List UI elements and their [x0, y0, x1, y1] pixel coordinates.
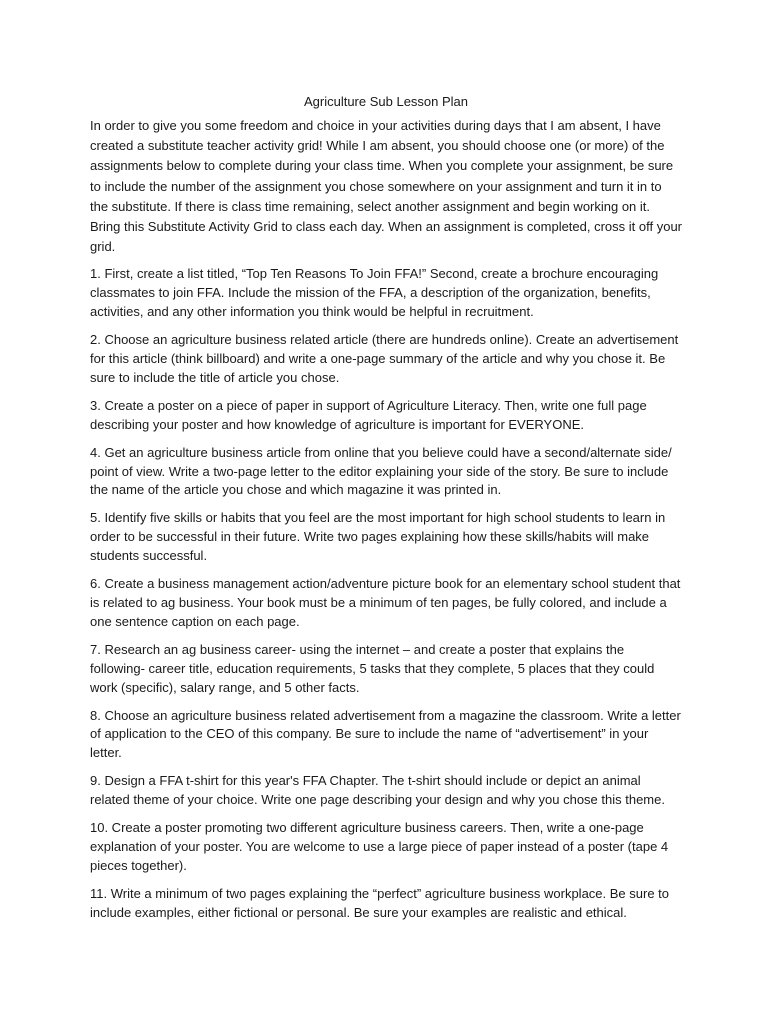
assignment-item-3: 3. Create a poster on a piece of paper in support of Agriculture Literacy. Then, write one full page describing your poster and how knowledge of agriculture is important for EVERYONE. — [90, 397, 647, 432]
assignment-item-1: 1. First, create a list titled, “Top Ten Reasons To Join FFA!” Second, create a brochure encouraging classmates to join FFA. Include the mission of the FFA, a description of the organization, benefits, activities, and any other information you think would be helpful in recruitment. — [90, 266, 659, 320]
assignment-item-8: 8. Choose an agriculture business related advertisement from a magazine the classroom. Write a letter of application to the CEO of this company. Be sure to include the name of “advertisement” in your letter. — [90, 707, 681, 761]
intro-paragraph: In order to give you some freedom and choice in your activities during days that I am absent, I have created a substitute teacher activity grid! While I am absent, you should choose one (or more) of the assignments below to complete during your class time. When you complete your assignment, be sure to include the number of the assignment you chose somewhere on your assignment and turn it in to the substitute. If there is class time remaining, select another assignment and begin working on it. Bring this Substitute Activity Grid to class each day. When an assignment is completed, cross it off your grid. — [90, 118, 683, 255]
assignment-item-9: 9. Design a FFA t-shirt for this year's FFA Chapter. The t-shirt should include or depict an animal related theme of your choice. Write one page describing your design and why you chose this theme. — [90, 773, 665, 808]
assignment-item-4: 4. Get an agriculture business article from online that you believe could have a second/alternate side/ point of view. Write a two-page letter to the editor explaining your side of the story. Be sure to include the name of the article you chose and which magazine it was printed in. — [90, 444, 672, 498]
document-page — [90, 90, 682, 932]
assignment-item-2: 2. Choose an agriculture business related article (there are hundreds online). Create an advertisement for this article (think billboard) and write a one-page summary of the article and why you chose it. Be sure to include the title of article you chose. — [90, 332, 679, 385]
assignment-item-7: 7. Research an ag business career- using the internet – and create a poster that explains the following- career title, education requirements, 5 tasks that they complete, 5 places that they could work (specific), salary range, and 5 other facts. — [90, 641, 655, 695]
assignment-item-5: 5. Identify five skills or habits that you feel are the most important for high school students to learn in order to be successful in their future. Write two pages explaining how these skills/habits will make students successful. — [90, 510, 666, 564]
assignment-item-11: 11. Write a minimum of two pages explaining the “perfect” agriculture business workplace. Be sure to include examples, either fictional or personal. Be sure your examples are realistic and ethical. — [90, 885, 670, 920]
assignment-item-10: 10. Create a poster promoting two different agriculture business careers. Then, write a one-page explanation of your poster. You are welcome to use a large piece of paper instead of a poster (tape 4 pieces together). — [90, 820, 669, 873]
document-title: Agriculture Sub Lesson Plan — [303, 94, 469, 109]
assignment-item-6: 6. Create a business management action/adventure picture book for an elementary school student that is related to ag business. Your book must be a minimum of ten pages, be fully colored, and include a one sentence caption on each page. — [90, 576, 681, 629]
